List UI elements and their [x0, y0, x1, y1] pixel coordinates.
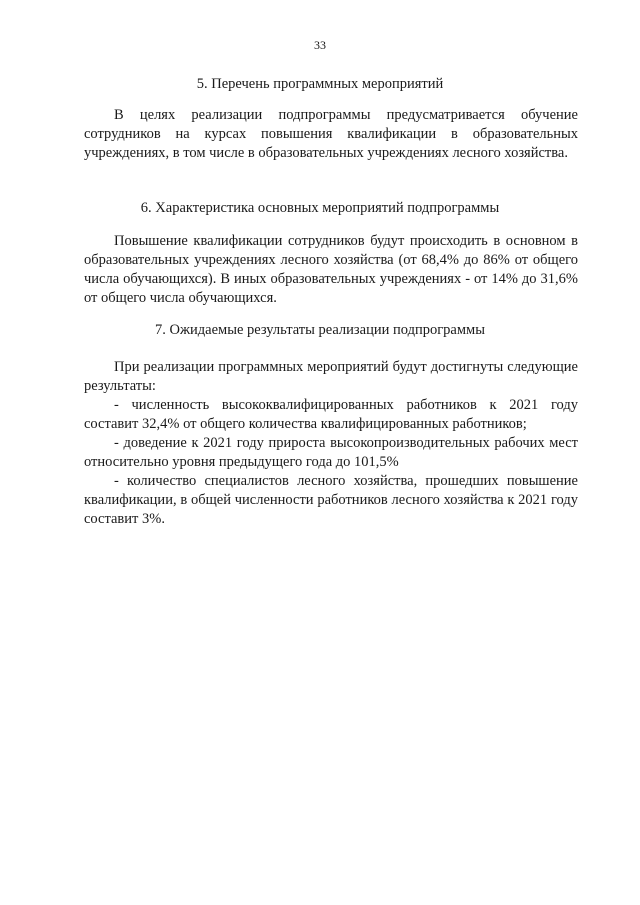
- section-5-paragraph: В целях реализации подпрограммы предусматривается обучение сотрудников на курсах повышения квалификации в образовательных учреждениях, в том числе в образовательных учреждениях лесного хозяйства.: [84, 107, 578, 161]
- section-6-heading: 6. Характеристика основных мероприятий подпрограммы: [140, 200, 500, 216]
- section-6-paragraph: Повышение квалификации сотрудников будут происходить в основном в образовательных учреждениях лесного хозяйства (от 68,4% до 86% от общего числа обучающихся). В иных образовательных учреждениях - от 14% до 31,6% от общего числа обучающихся.: [84, 233, 578, 306]
- section-7-intro: При реализации программных мероприятий будут достигнуты следующие результаты:: [84, 359, 578, 394]
- result-item-3: - количество специалистов лесного хозяйства, прошедших повышение квалификации, в общей численности работников лесного хозяйства к 2021 году составит 3%.: [84, 473, 578, 527]
- section-5-heading: 5. Перечень программных мероприятий: [196, 76, 444, 92]
- result-item-1: - численность высококвалифицированных работников к 2021 году составит 32,4% от общего количества квалифицированных работников;: [84, 397, 578, 432]
- section-7-heading: 7. Ожидаемые результаты реализации подпрограммы: [155, 322, 485, 338]
- result-item-2: - доведение к 2021 году прироста высокопроизводительных рабочих мест относительно уровня предыдущего года до 101,5%: [84, 435, 578, 470]
- page-number: 33: [314, 38, 326, 52]
